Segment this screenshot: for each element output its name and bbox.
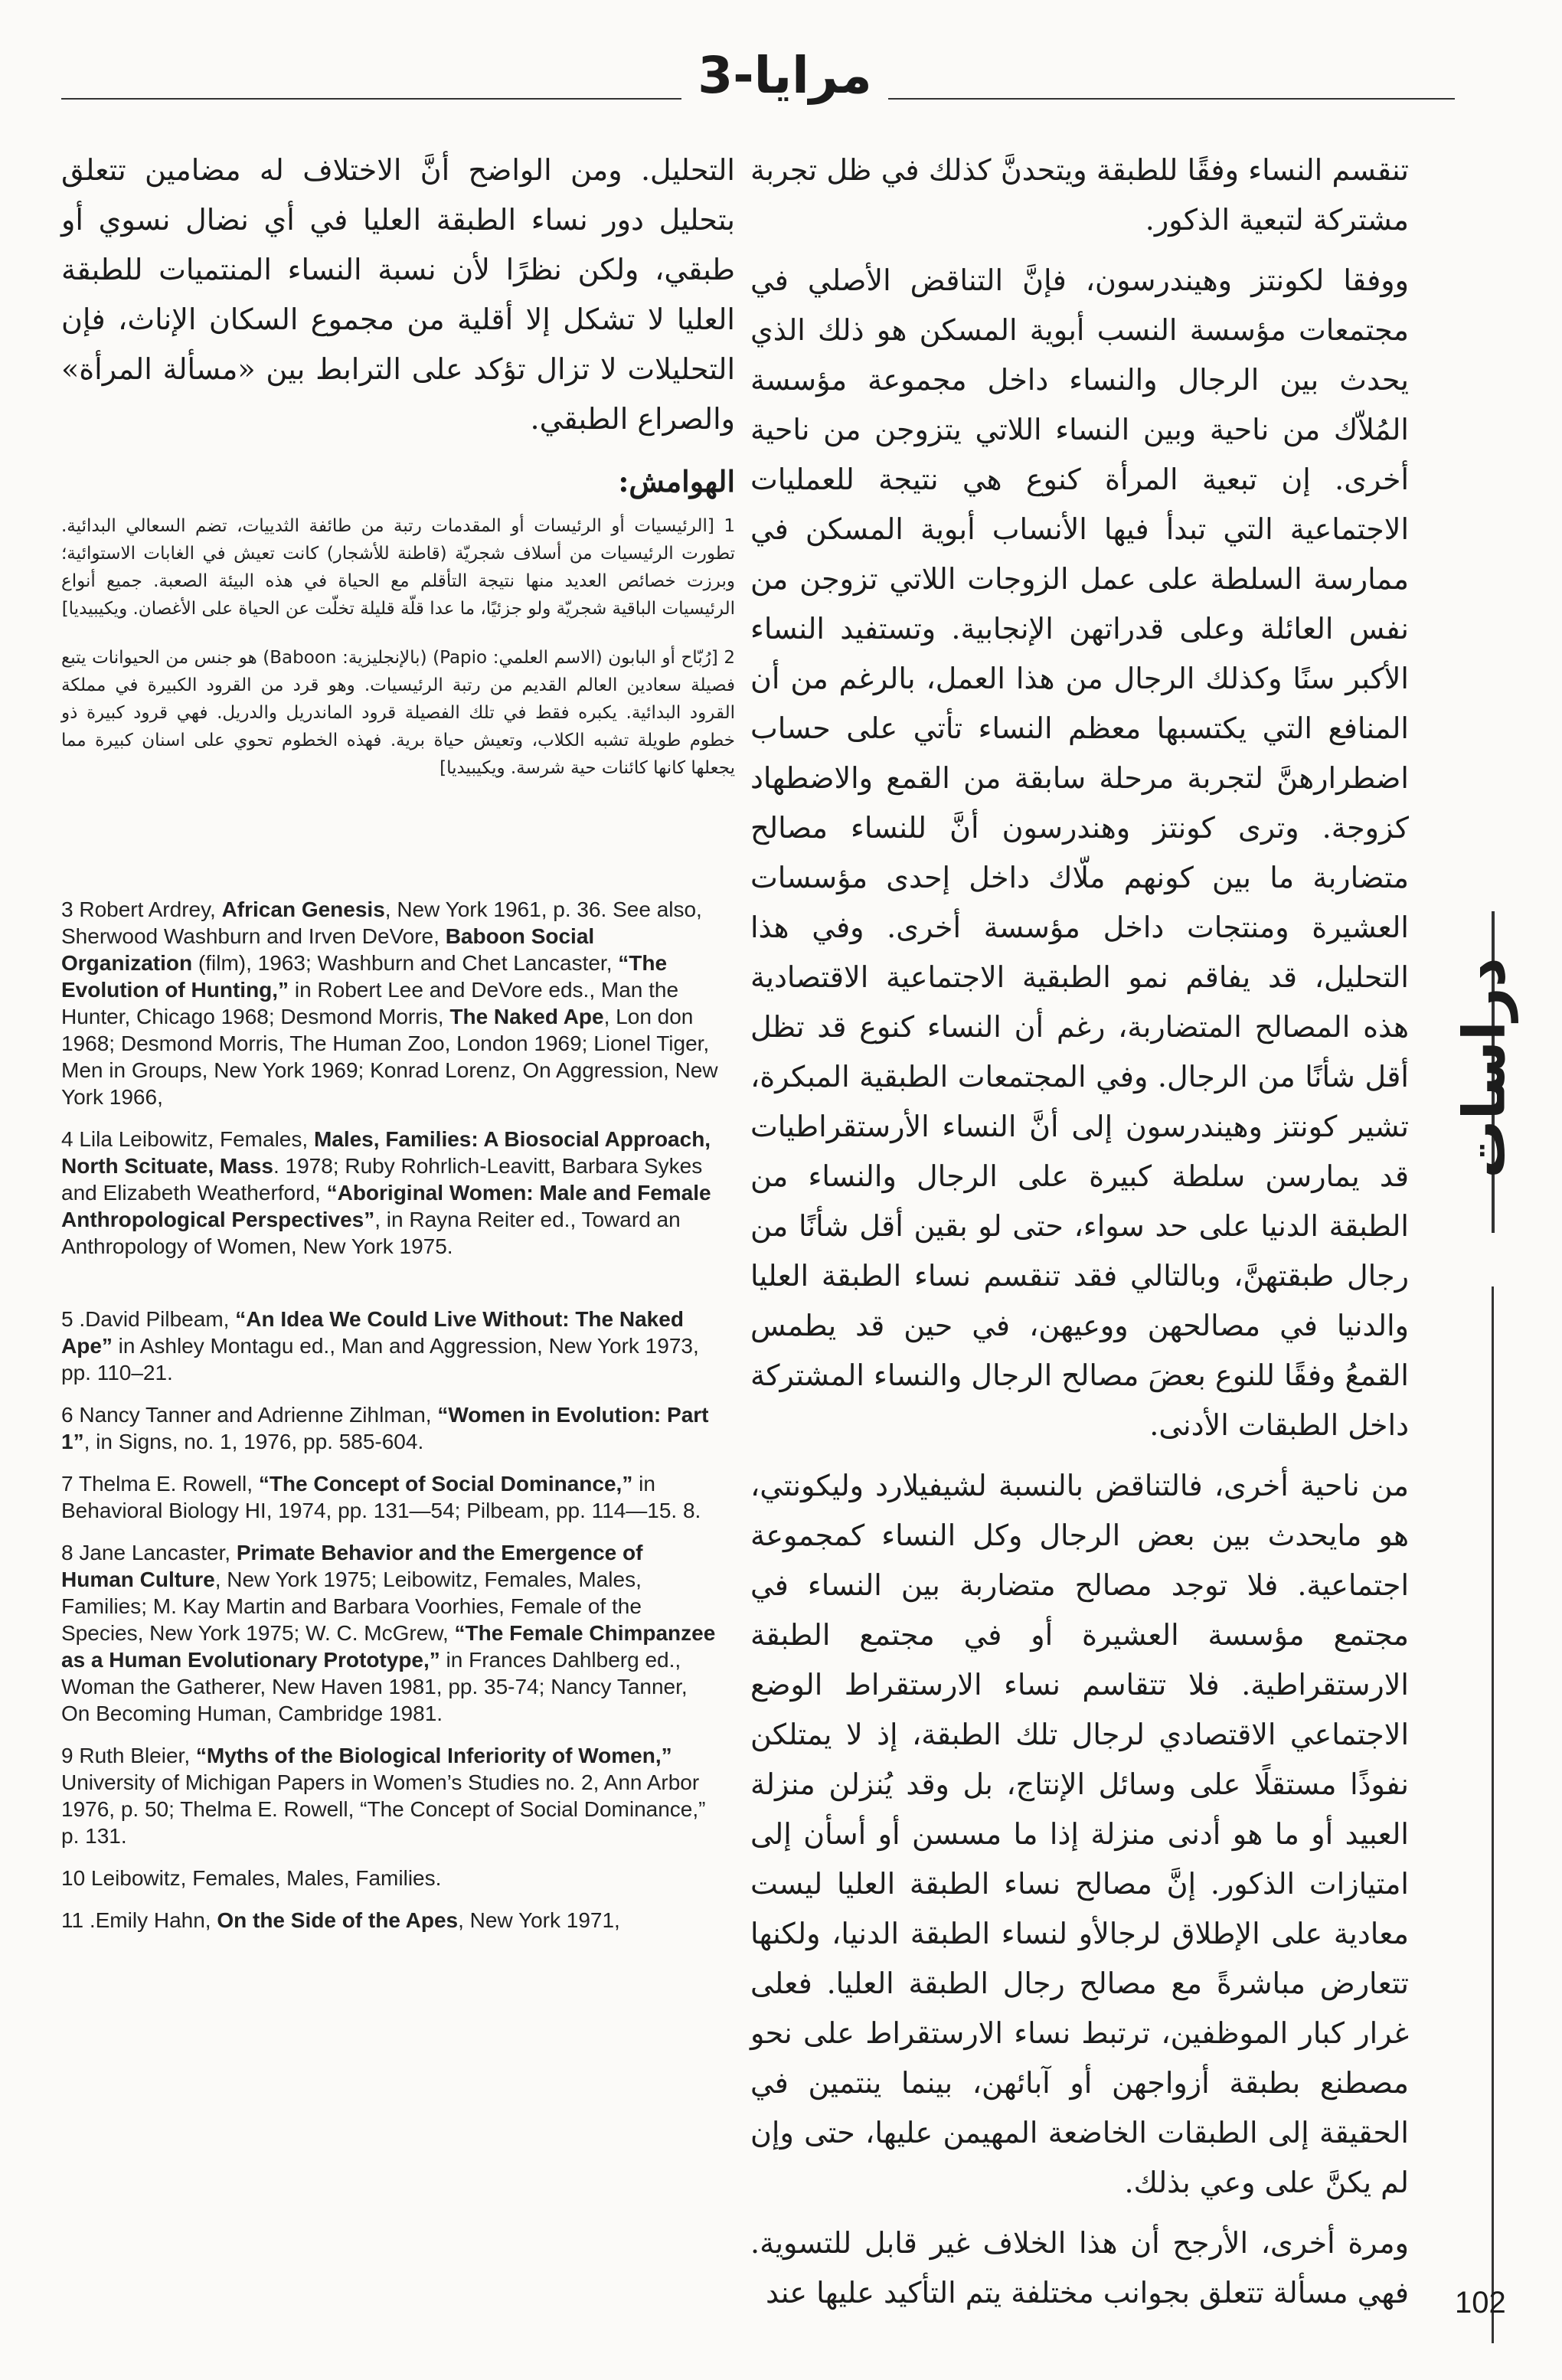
reference-text: in Behavioral Biology HI, 1974, pp. 131—54; Pilbeam, pp. 114—15. 8. <box>61 1472 701 1522</box>
reference-text: 11 .Emily Hahn, <box>61 1908 217 1932</box>
reference-text: 4 Lila Leibowitz, Females, <box>61 1127 314 1151</box>
reference-text: , in Signs, no. 1, 1976, pp. 585-604. <box>83 1430 424 1453</box>
reference-text: 9 Ruth Bleier, <box>61 1744 196 1767</box>
right-column <box>750 145 1409 2329</box>
reference-title: Baboon Social Organization <box>61 924 595 975</box>
reference-text: 3 Robert Ardrey, <box>61 897 222 921</box>
body-paragraph: التحليل. ومن الواضح أنَّ الاختلاف له مضامين تتعلق بتحليل دور نساء الطبقة العليا في أي نضال نسوي أو طبقي، ولكن نظرًا لأن نسبة النساء المنتميات للطبقة العليا لا تشكل إلا أقلية من مجموع السكان الإناث، فإن التحليلات لا تزال تؤكد على الترابط بين «مسألة المرأة» والصراع الطبقي. <box>61 153 735 436</box>
reference-entry <box>61 1865 720 1891</box>
reference-list <box>61 896 720 1949</box>
reference-text: 6 Nancy Tanner and Adrienne Zihlman, <box>61 1403 438 1427</box>
footnotes-heading: الهوامش: <box>618 464 735 499</box>
reference-text: , New York 1975; Leibowitz, Females, Males, Families; M. Kay Martin and Barbara Voorhies, Female of the Species, New York 1975; W. C. McGrew, <box>61 1568 642 1645</box>
reference-entry <box>61 1470 720 1524</box>
reference-text: University of Michigan Papers in Women’s Studies no. 2, Ann Arbor 1976, p. 50; Thelma E. Rowell, “The Concept of Social Dominance,” p. 131. <box>61 1770 706 1848</box>
reference-text: 8 Jane Lancaster, <box>61 1541 237 1564</box>
reference-title: “Women in Evolution: Part 1” <box>61 1403 709 1453</box>
reference-text: in Frances Dahlberg ed., Woman the Gatherer, New Haven 1981, pp. 35-74; Nancy Tanner, On Becoming Human, Cambridge 1981. <box>61 1648 688 1725</box>
reference-entry <box>61 896 720 1110</box>
reference-title: The Naked Ape <box>449 1005 604 1028</box>
reference-title: “Aboriginal Women: Male and Female Anthropological Perspectives” <box>61 1181 711 1231</box>
journal-title: مرايا-3 <box>698 46 872 105</box>
reference-entry <box>61 1306 720 1386</box>
arabic-footnote: 2 [رُبّاح أو البابون (الاسم العلمي: Papio) (بالإنجليزية: Baboon) هو جنس من الحيوانات يتبع فصيلة سعادين العالم القديم من رتبة الرئيسيات. وهو قرد من القرود الكبيرة في مملكة القرود البدائية. يكبره فقط في تلك الفصيلة قرود الماندريل والدريل. فهي قرود كبيرة ذو خطوم طويلة تشبه الكلاب، وتعيش حياة برية. فهذه الخطوم تحوي على اسنان كبيرة مما يجعلها كانها كائنات حية شرسة. ويكيبيديا] <box>61 648 736 778</box>
page-header <box>46 46 1424 115</box>
reference-text: , New York 1971, <box>458 1908 620 1932</box>
page-number: 102 <box>1455 2286 1506 2320</box>
page-margin-rule <box>1492 1286 1494 2343</box>
body-paragraph: ووفقا لكونتز وهيندرسون، فإنَّ التناقض الأصلي في مجتمعات مؤسسة النسب أبوية المسكن هو ذلك الذي يحدث بين الرجال والنساء داخل مجموعة مؤسسة المُلاّك من ناحية وبين النساء اللاتي يتزوجن من ناحية أخرى. إن تبعية المرأة كنوع هي نتيجة للعمليات الاجتماعية التي تبدأ فيها الأنساب أبوية المسكن في ممارسة السلطة على عمل الزوجات اللاتي تزوجن من نفس العائلة وعلى قدراتهن الإنجابية. وتستفيد النساء الأكبر سنًا وكذلك الرجال من هذا العمل، بالرغم من أن المنافع التي يكتسبها معظم النساء تأتي على حساب اضطرارهنَّ لتجربة مرحلة سابقة من القمع والاضطهاد كزوجة. وترى كونتز وهندرسون أنَّ للنساء مصالح متضاربة ما بين كونهم ملّاك داخل إحدى مؤسسات العشيرة ومنتجات داخل مؤسسة أخرى. وفي هذا التحليل، قد يفاقم نمو الطبقية الاجتماعية الاقتصادية هذه المصالح المتضاربة، رغم أن النساء كنوع قد تظل أقل شأنًا من الرجال. وفي المجتمعات الطبقية المبكرة، تشير كونتز وهيندرسون إلى أنَّ النساء الأرستقراطيات قد يمارسن سلطة كبيرة على الرجال والنساء من الطبقة الدنيا على حد سواء، حتى لو بقين أقل شأنًا من رجال طبقتهنَّ، وبالتالي فقد تنقسم نساء الطبقة العليا والدنيا في مصالحهن ووعيهن، في حين قد يطمس القمعُ وفقًا للنوع بعضَ مصالح الرجال والنساء المشتركة داخل الطبقات الأدنى. <box>750 263 1409 1442</box>
reference-title: African Genesis <box>221 897 385 921</box>
body-paragraph: من ناحية أخرى، فالتناقض بالنسبة لشيفيلارد وليكونتي، هو مايحدث بين بعض الرجال وكل النساء كمجموعة اجتماعية. فلا توجد مصالح متضاربة بين النساء في مجتمع مؤسسة العشيرة أو في مجتمع الطبقة الارستقراطية. فلا تتقاسم نساء الارستقراط الوضع الاجتماعي الاقتصادي لرجال تلك الطبقة، إذ لا يمتلكن نفوذًا مستقلًا على وسائل الإنتاج، بل وقد يُنزلن منزلة العبيد أو ما هو أدنى منزلة إذا ما مسسن أو أسأن إلى امتيازات الذكور. إنَّ مصالح نساء الطبقة العليا ليست معادية على الإطلاق لرجالأو لنساء الطبقة الدنيا، ولكنها تتعارض مباشرةً مع مصالح رجال الطبقة العليا. فعلى غرار كبار الموظفين، ترتبط نساء الارستقراط على نحو مصطنع بطبقة أزواجهن أو آبائهن، بينما ينتمين في الحقيقة إلى الطبقات الخاضعة المهيمن عليها، حتى وإن لم يكنَّ على وعي بذلك. <box>750 1469 1409 2199</box>
section-label <box>1438 911 1530 1233</box>
reference-text: , in Rayna Reiter ed., Toward an Anthropology of Women, New York 1975. <box>61 1208 681 1258</box>
reference-text: 7 Thelma E. Rowell, <box>61 1472 259 1496</box>
reference-text: 10 Leibowitz, Females, Males, Families. <box>61 1866 442 1890</box>
reference-entry <box>61 1907 720 1934</box>
arabic-footnote: 1 [الرئيسيات أو الرئيسات أو المقدمات رتبة من طائفة الثدييات، تضم السعالي البدائية. تطورت الرئيسيات من أسلاف شجريّة (قاطنة للأشجار) كانت تعيش في الغابات الاستوائية؛ وبرزت خصائص العديد منها نتيجة التأقلم مع الحياة في هذه البيئة الصعبة. جميع أنواع الرئيسيات الباقية شجريّة ولو جزئيًا، ما عدا قلّة قليلة تخلّت عن الحياة على الأغصان. ويكيبيديا] <box>61 516 735 619</box>
reference-text: 5 .David Pilbeam, <box>61 1307 236 1331</box>
header-rule-left <box>61 98 681 100</box>
header-rule-right <box>888 98 1455 100</box>
reference-entry <box>61 1539 720 1727</box>
body-paragraph: تنقسم النساء وفقًا للطبقة ويتحدنَّ كذلك في ظل تجربة مشتركة لتبعية الذكور. <box>750 153 1409 237</box>
left-column <box>61 145 735 803</box>
reference-text: , Lon don 1968; Desmond Morris, The Human Zoo, London 1969; Lionel Tiger, Men in Groups, New York 1969; Konrad Lorenz, On Aggression, New York 1966, <box>61 1005 718 1109</box>
reference-text: , New York 1961, p. 36. See also, Sherwood Washburn and Irven DeVore, <box>61 897 702 948</box>
body-paragraph: ومرة أخرى، الأرجح أن هذا الخلاف غير قابل للتسوية. فهي مسألة تتعلق بجوانب مختلفة يتم التأكيد عليها عند <box>750 2226 1409 2310</box>
reference-entry <box>61 1742 720 1849</box>
section-label-text: دراسات <box>1449 957 1518 1179</box>
reference-entry <box>61 1126 720 1260</box>
reference-entry <box>61 1401 720 1455</box>
reference-title: Males, Families: A Biosocial Approach, North Scituate, Mass <box>61 1127 711 1178</box>
reference-title: “An Idea We Could Live Without: The Naked Ape” <box>61 1307 684 1358</box>
reference-title: “The Concept of Social Dominance,” <box>258 1472 633 1496</box>
reference-title: “The Evolution of Hunting,” <box>61 951 668 1002</box>
reference-text: in Ashley Montagu ed., Man and Aggression, New York 1973, pp. 110–21. <box>61 1334 699 1385</box>
reference-title: On the Side of the Apes <box>217 1908 459 1932</box>
reference-title: “The Female Chimpanzee as a Human Evolutionary Prototype,” <box>61 1621 716 1672</box>
reference-title: Primate Behavior and the Emergence of Human Culture <box>61 1541 643 1591</box>
reference-text: . 1978; Ruby Rohrlich-Leavitt, Barbara Sykes and Elizabeth Weatherford, <box>61 1154 703 1205</box>
reference-text: (film), 1963; Washburn and Chet Lancaster, <box>192 951 619 975</box>
reference-title: “Myths of the Biological Inferiority of Women,” <box>195 1744 672 1767</box>
reference-text: in Robert Lee and DeVore eds., Man the Hunter, Chicago 1968; Desmond Morris, <box>61 978 679 1028</box>
